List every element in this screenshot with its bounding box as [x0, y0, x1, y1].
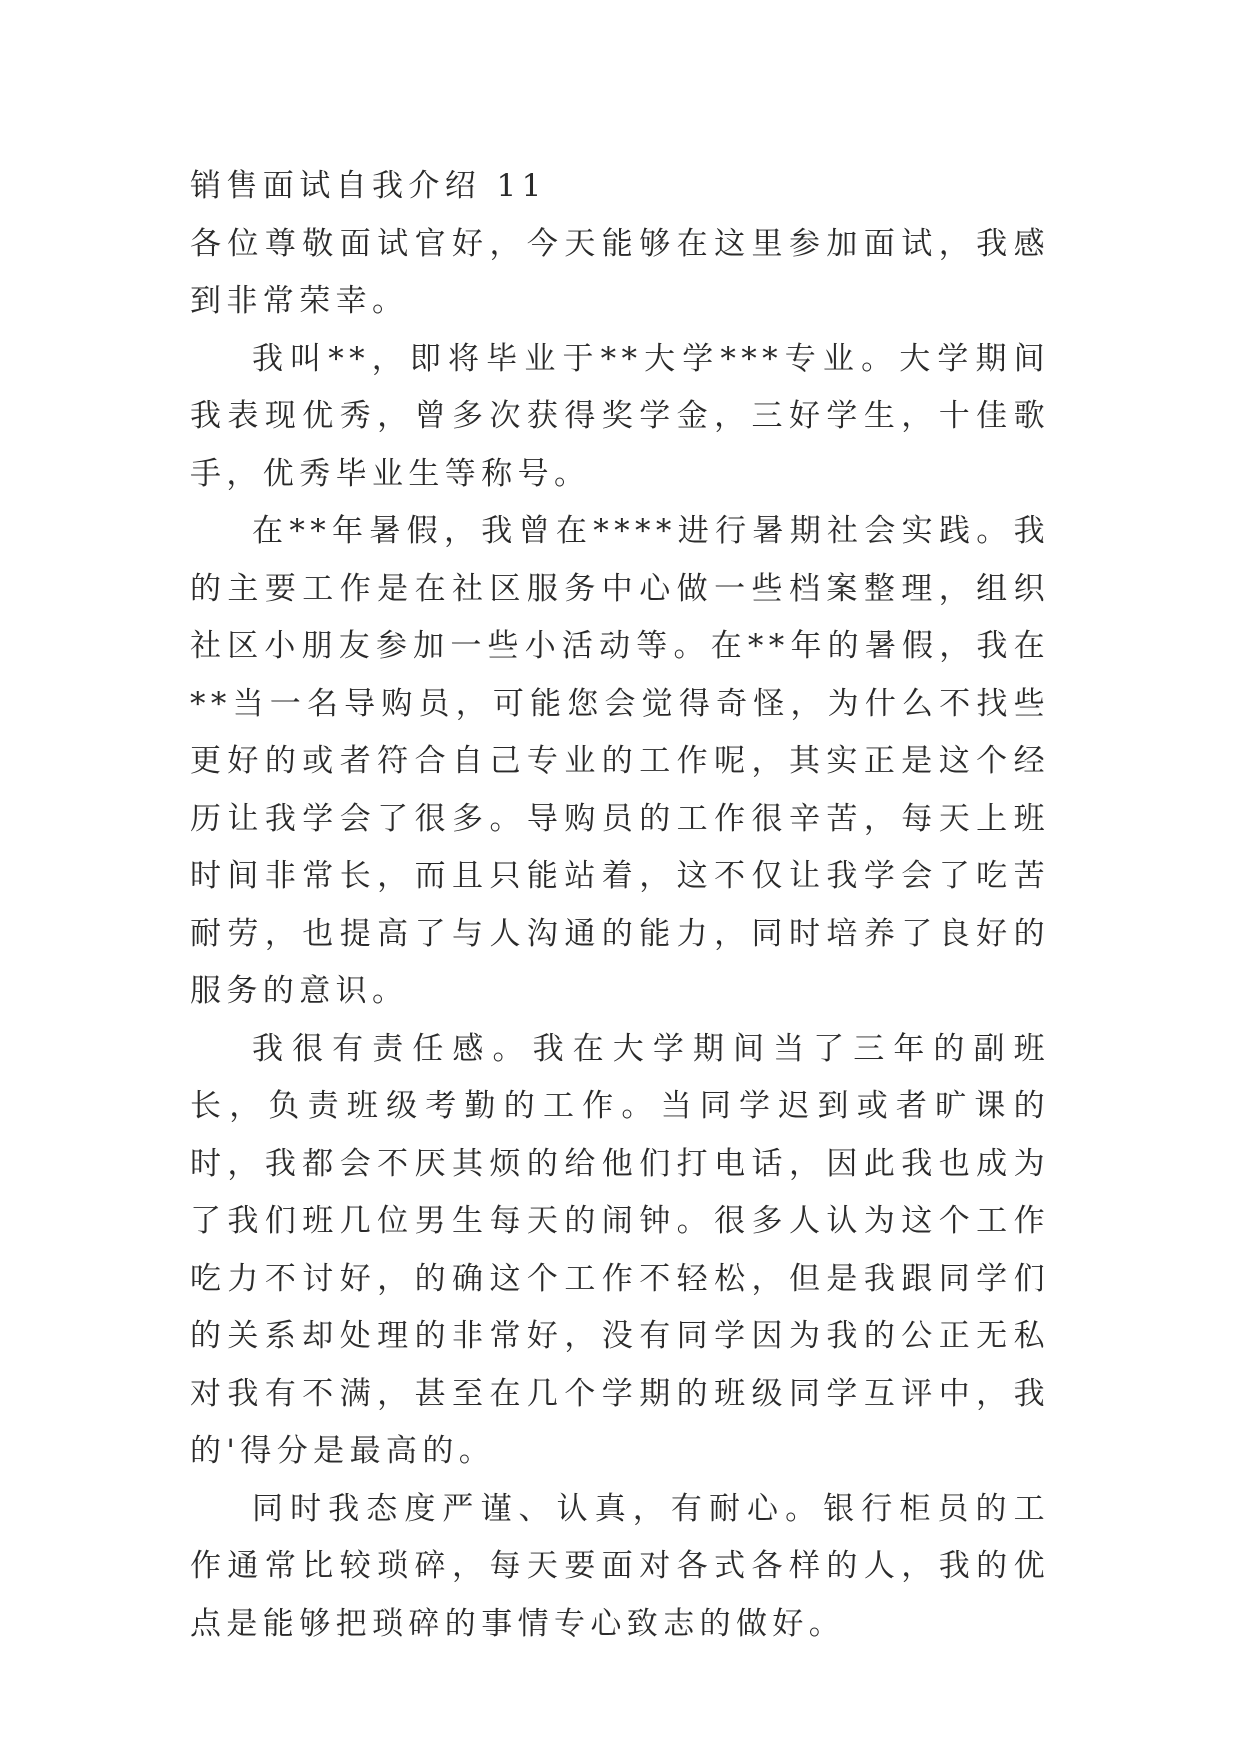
paragraph-greeting: 各位尊敬面试官好，今天能够在这里参加面试，我感到非常荣幸。 [190, 225, 1050, 319]
document-title: 销售面试自我介绍 11 [190, 168, 547, 204]
paragraph-attitude: 同时我态度严谨、认真，有耐心。银行柜员的工作通常比较琐碎，每天要面对各式各样的人，我的优点是能够把琐碎的事情专心致志的做好。 [190, 1490, 1050, 1642]
paragraph-practice-experience: 在**年暑假，我曾在****进行暑期社会实践。我的主要工作是在社区服务中心做一些档案整理，组织社区小朋友参加一些小活动等。在**年的暑假，我在**当一名导购员，可能您会觉得奇怪，为什么不找些更好的或者符合自己专业的工作呢，其实正是这个经历让我学会了很多。导购员的工作很辛苦，每天上班时间非常长，而且只能站着，这不仅让我学会了吃苦耐劳，也提高了与人沟通的能力，同时培养了良好的服务的意识。 [190, 513, 1050, 1009]
paragraph-education: 我叫**，即将毕业于**大学***专业。大学期间我表现优秀，曾多次获得奖学金，三好学生，十佳歌手，优秀毕业生等称号。 [190, 340, 1050, 492]
document-body [190, 158, 1050, 1653]
paragraph-responsibility: 我很有责任感。我在大学期间当了三年的副班长，负责班级考勤的工作。当同学迟到或者旷课的时，我都会不厌其烦的给他们打电话，因此我也成为了我们班几位男生每天的闹钟。很多人认为这个工作吃力不讨好，的确这个工作不轻松，但是我跟同学们的关系却处理的非常好，没有同学因为我的公正无私对我有不满，甚至在几个学期的班级同学互评中，我的'得分是最高的。 [190, 1030, 1050, 1469]
